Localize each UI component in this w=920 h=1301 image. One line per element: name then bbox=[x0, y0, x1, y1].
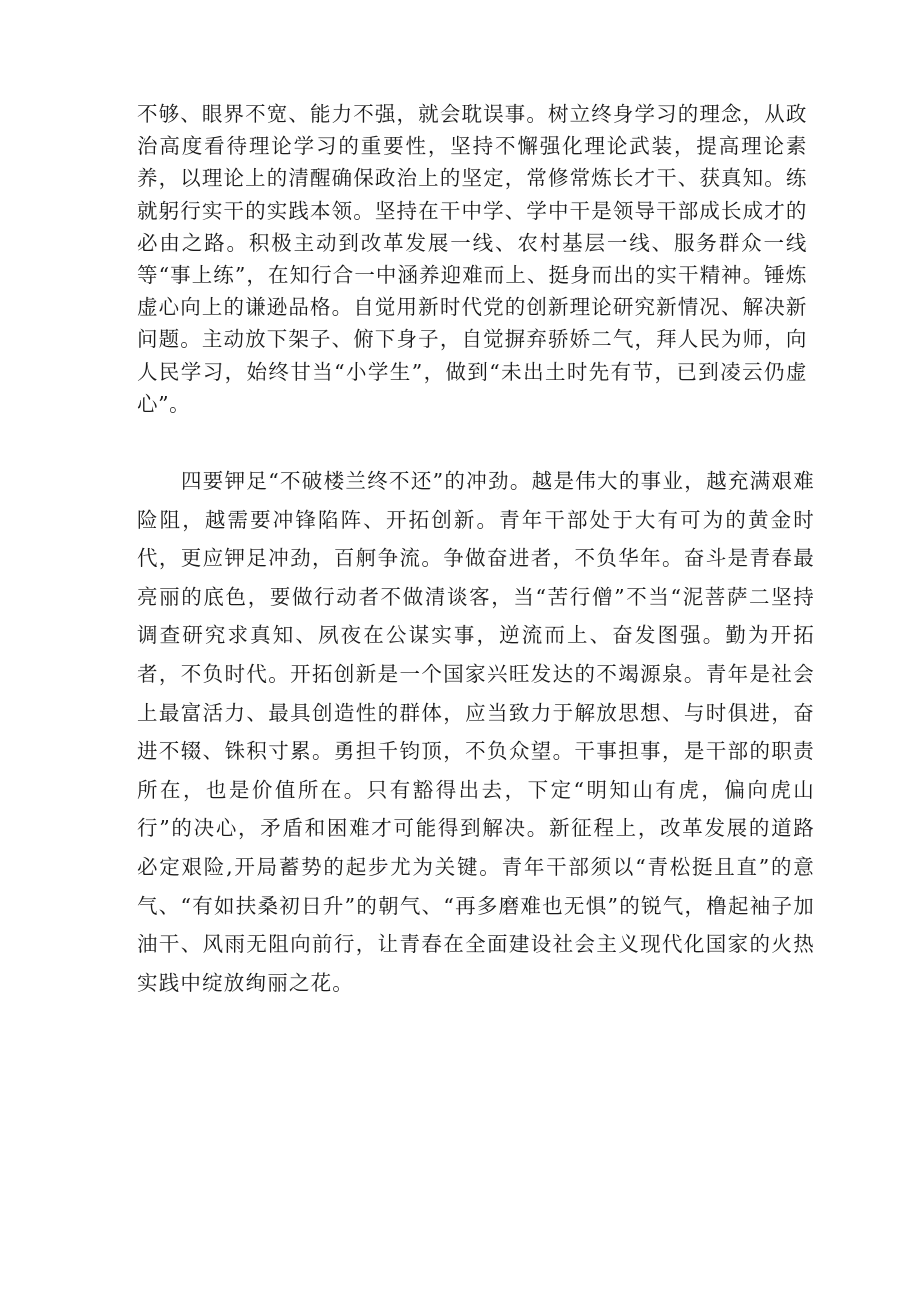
paragraph-continuation: 不够、眼界不宽、能力不强，就会耽误事。树立终身学习的理念，从政治高度看待理论学习的重要性，坚持不懈强化理论武装，提高理论素养，以理论上的清醒确保政治上的坚定，常修常炼长才干、获真知。练就躬行实干的实践本领。坚持在干中学、学中干是领导干部成长成才的必由之路。积极主动到改革发展一线、农村基层一线、服务群众一线等“事上练”，在知行合一中涵养迎难而上、挺身而出的实干精神。锤炼虚心向上的谦逊品格。自觉用新时代党的创新理论研究新情况、解决新问题。主动放下架子、俯下身子，自觉摒弃骄娇二气，拜人民为师，向人民学习，始终甘当“小学生”，做到“未出土时先有节，已到凌云仍虚心”。 bbox=[137, 102, 807, 416]
paragraph-section-four: 四要钾足“不破楼兰终不还”的冲劲。越是伟大的事业，越充满艰难险阻，越需要冲锋陷阵、开拓创新。青年干部处于大有可为的黄金时代，更应钾足冲劲，百舸争流。争做奋进者，不负华年。奋斗是青春最亮丽的底色，要做行动者不做清谈客，当“苦行僧”不当“泥菩萨二坚持调查研究求真知、夙夜在公谋实事，逆流而上、奋发图强。勤为开拓者，不负时代。开拓创新是一个国家兴旺发达的不竭源泉。青年是社会上最富活力、最具创造性的群体，应当致力于解放思想、与时俱进，奋进不辍、铢积寸累。勇担千钧顶，不负众望。干事担事，是干部的职责所在，也是价值所在。只有豁得出去，下定“明知山有虎，偏向虎山行”的决心，矛盾和困难才可能得到解决。新征程上，改革发展的道路必定艰险,开局蓄势的起步尤为关键。青年干部须以“青松挺且直”的意气、“有如扶桑初日升”的朝气、“再多磨难也无惧”的锐气，橹起袖子加油干、风雨无阻向前行，让青春在全面建设社会主义现代化国家的火热实践中绽放绚丽之花。 bbox=[137, 469, 815, 995]
